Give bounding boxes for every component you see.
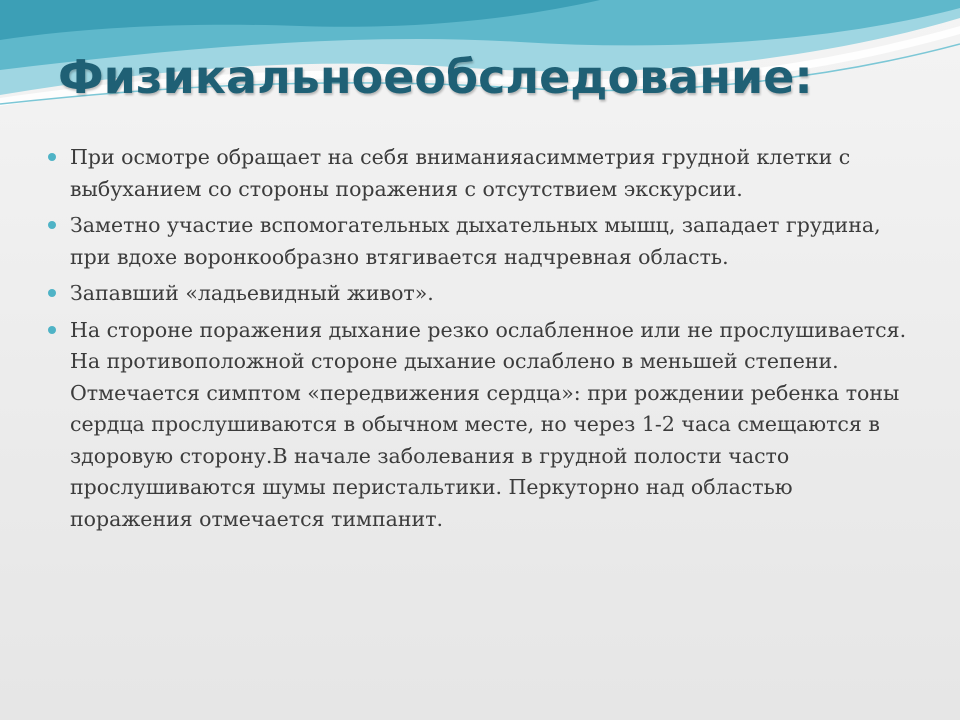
bullet-marker-icon	[48, 289, 56, 297]
slide-title: Физикальноеобследование:	[58, 50, 813, 104]
bullet-item	[44, 278, 910, 310]
bullet-marker-icon	[48, 153, 56, 161]
bullet-item	[44, 210, 910, 273]
bullet-text: На стороне поражения дыхание резко ослабленное или не прослушивается. На противоположной стороне дыхание ослаблено в меньшей степени. Отмечается симптом «передвижения сердца»: при рождении ребенка тоны сердца прослушиваются в обычном месте, но через 1-2 часа смещаются в здоровую сторону.В начале заболевания в грудной полости часто прослушиваются шумы перистальтики. Перкуторно над областью поражения отмечается тимпанит.	[70, 317, 907, 531]
bullet-item	[44, 142, 910, 205]
bullet-text: При осмотре обращает на себя вниманияасимметрия грудной клетки с выбуханием со стороны поражения с отсутствием экскурсии.	[70, 145, 851, 201]
bullet-item	[44, 315, 910, 536]
bullet-marker-icon	[48, 326, 56, 334]
bullet-text: Заметно участие вспомогательных дыхательных мышц, западает грудина, при вдохе воронкообразно втягивается надчревная область.	[70, 213, 881, 269]
bullet-text: Запавший «ладьевидный живот».	[70, 281, 434, 305]
bullet-list	[44, 142, 910, 540]
bullet-marker-icon	[48, 221, 56, 229]
